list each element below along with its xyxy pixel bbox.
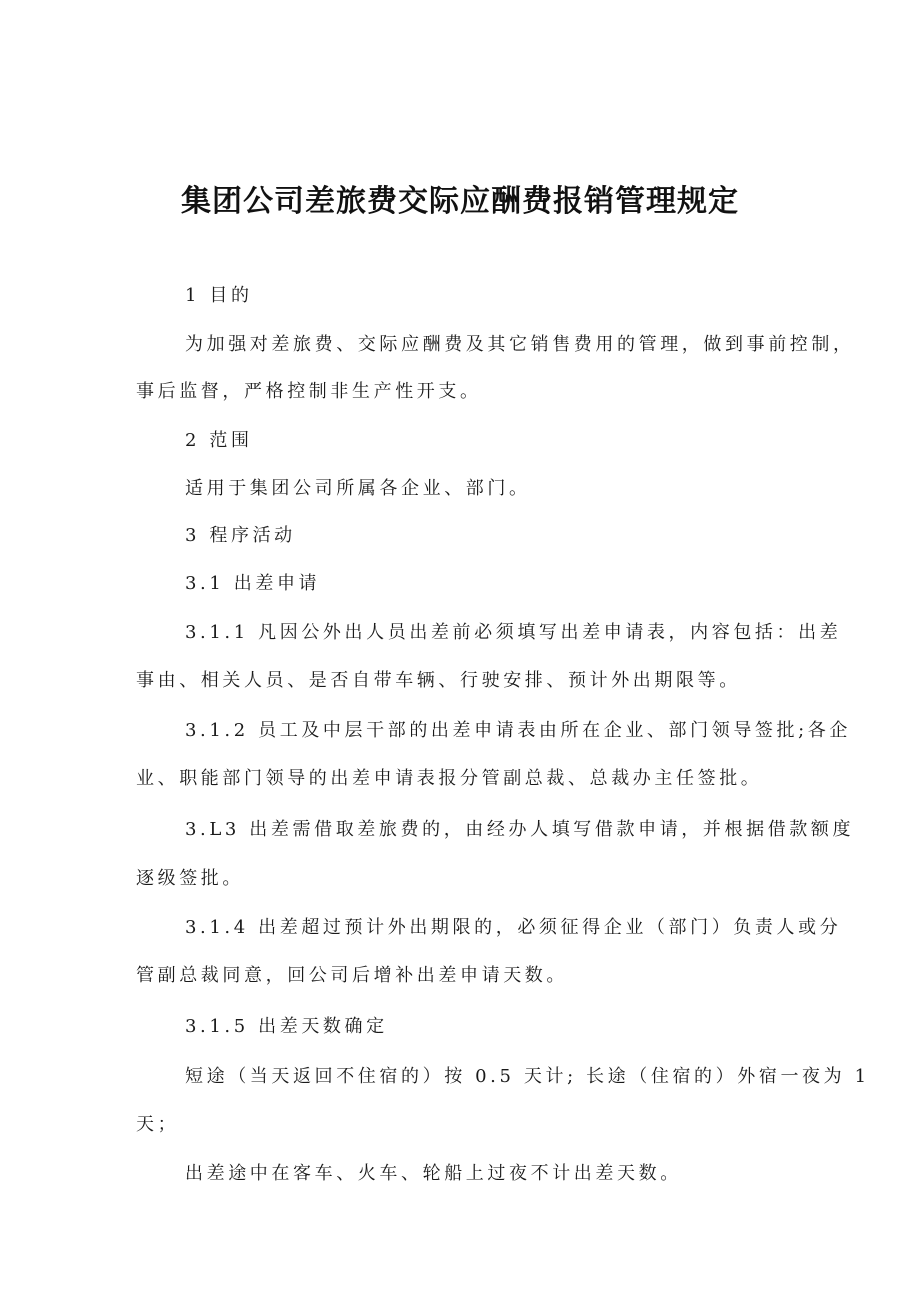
paragraph-line: 3.1.1 凡因公外出人员出差前必须填写出差申请表，内容包括：出差	[185, 622, 842, 643]
paragraph-line: 管副总裁同意，回公司后增补出差申请天数。	[136, 965, 568, 986]
paragraph-line: 天；	[136, 1114, 180, 1135]
document-title: 集团公司差旅费交际应酬费报销管理规定	[181, 184, 739, 219]
section-heading-procedure: 3 程序活动	[185, 525, 296, 546]
subsection-heading: 3.1.5 出差天数确定	[185, 1016, 388, 1037]
subsection-heading: 3.1 出差申请	[185, 573, 321, 594]
paragraph-line: 3.L3 出差需借取差旅费的，由经办人填写借款申请，并根据借款额度	[185, 819, 855, 840]
paragraph-line: 事由、相关人员、是否自带车辆、行驶安排、预计外出期限等。	[136, 670, 741, 691]
paragraph-line: 业、职能部门领导的出差申请表报分管副总裁、总裁办主任签批。	[136, 768, 763, 789]
paragraph-line: 事后监督，严格控制非生产性开支。	[136, 381, 482, 402]
section-heading-scope: 2 范围	[185, 430, 253, 451]
section-heading-purpose: 1 目的	[185, 285, 253, 306]
paragraph-line: 出差途中在客车、火车、轮船上过夜不计出差天数。	[185, 1163, 682, 1184]
paragraph-line: 短途（当天返回不住宿的）按 0.5 天计; 长途（住宿的）外宿一夜为 1	[185, 1066, 870, 1087]
paragraph-line: 3.1.4 出差超过预计外出期限的，必须征得企业（部门）负责人或分	[185, 917, 842, 938]
paragraph-line: 3.1.2 员工及中层干部的出差申请表由所在企业、部门领导签批;各企	[185, 720, 851, 741]
paragraph-line: 为加强对差旅费、交际应酬费及其它销售费用的管理，做到事前控制，	[185, 334, 855, 355]
paragraph-line: 逐级签批。	[136, 868, 244, 889]
paragraph-line: 适用于集团公司所属各企业、部门。	[185, 478, 531, 499]
